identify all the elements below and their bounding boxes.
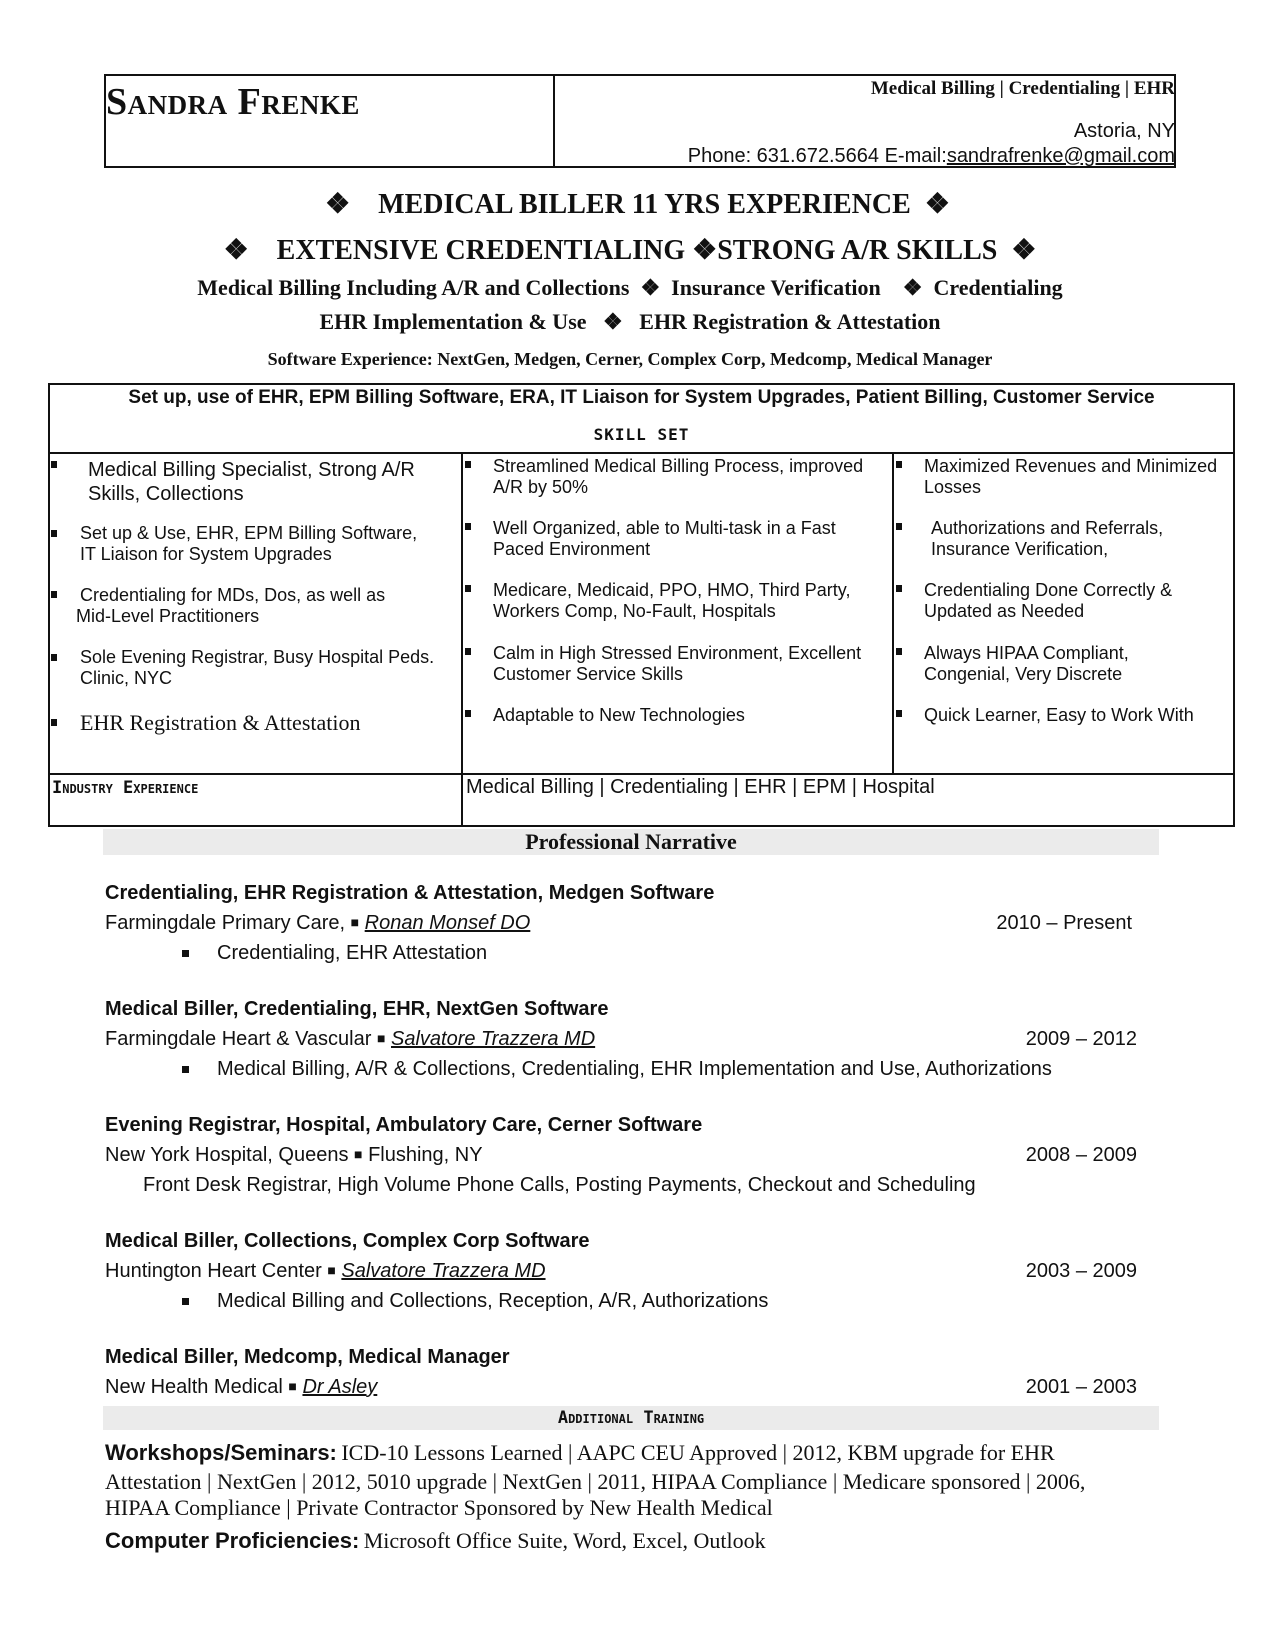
sub-ehr-reg: EHR Registration & Attestation	[639, 309, 941, 334]
skill-header-divider	[48, 452, 1235, 454]
skill-table-left	[48, 383, 50, 827]
skill-line: Workers Comp, No-Fault, Hospitals	[493, 601, 776, 621]
skill-line: Medicare, Medicaid, PPO, HMO, Third Party,	[493, 580, 851, 600]
email-link[interactable]: sandrafrenke@gmail.com	[946, 145, 1175, 167]
bullet-icon	[51, 719, 57, 726]
job-detail: Medical Billing and Collections, Reception, A/R, Authorizations	[217, 1290, 769, 1312]
skill-line: Calm in High Stressed Environment, Excellent	[493, 643, 862, 663]
training-heading: Additional Training	[557, 1408, 705, 1428]
bullet-icon	[896, 523, 902, 530]
skill-line: Streamlined Medical Billing Process, improved	[493, 456, 864, 476]
workshops-line-2: Attestation | NextGen | 2012, 5010 upgrade | NextGen | 2011, HIPAA Compliance | Medicare sponsored | 2006,	[105, 1469, 1086, 1494]
industry-divider	[48, 773, 1235, 775]
job-employer: Farmingdale Heart & Vascular	[105, 1028, 372, 1050]
bullet-icon	[465, 523, 471, 530]
job-dates: 2003 – 2009	[1025, 1260, 1137, 1282]
job-dates: 2010 – Present	[996, 912, 1132, 934]
skill-line: Updated as Needed	[924, 601, 1085, 621]
bullet-icon	[182, 1066, 189, 1073]
bullet-icon: ■	[288, 1378, 297, 1394]
bullet-icon	[51, 654, 57, 661]
bullet-icon: ■	[350, 914, 360, 930]
diamond-icon: ❖	[603, 309, 623, 334]
skill-item	[80, 647, 434, 689]
sub-ehr-impl: EHR Implementation & Use	[319, 309, 587, 334]
job-detail: Credentialing, EHR Attestation	[217, 942, 488, 964]
bullet-icon	[51, 530, 57, 537]
candidate-name: Sandra Frenke	[106, 81, 360, 123]
sub-credentialing: Credentialing	[933, 275, 1063, 300]
skill-line: Losses	[924, 477, 982, 497]
skill-item	[493, 580, 850, 622]
job-detail: Front Desk Registrar, High Volume Phone Calls, Posting Payments, Checkout and Scheduling	[143, 1174, 976, 1196]
bullet-icon	[896, 585, 902, 592]
job-dates: 2001 – 2003	[1025, 1376, 1137, 1398]
skill-item	[88, 458, 415, 506]
job-employer: New York Hospital, Queens	[105, 1144, 349, 1166]
skill-col-divider-1	[461, 452, 463, 827]
software-experience: Software Experience: NextGen, Medgen, Cerner, Complex Corp, Medcomp, Medical Manager	[267, 349, 993, 369]
computer-proficiencies	[105, 1528, 766, 1554]
bullet-icon: ■	[354, 1146, 363, 1162]
diamond-icon: ❖	[325, 189, 351, 220]
job-employer: New Health Medical	[105, 1376, 283, 1398]
skill-item	[80, 523, 417, 565]
job-contact: Salvatore Trazzera MD	[341, 1260, 546, 1282]
narrative-heading: Professional Narrative	[525, 829, 737, 854]
diamond-icon: ❖	[640, 275, 661, 300]
headline-ar-skills: STRONG A/R SKILLS	[717, 235, 998, 266]
skill-line: Skills, Collections	[88, 483, 244, 505]
bullet-icon: ■	[327, 1262, 336, 1278]
skill-line: Insurance Verification,	[931, 539, 1109, 559]
skill-line: Congenial, Very Discrete	[924, 664, 1123, 684]
bullet-icon	[896, 461, 902, 468]
skill-set-heading: SKILL SET	[593, 425, 690, 444]
diamond-icon: ❖	[692, 235, 718, 266]
computer-value: Microsoft Office Suite, Word, Excel, Outlook	[363, 1528, 766, 1553]
skill-line: A/R by 50%	[493, 477, 589, 497]
job-employer-line	[105, 1260, 546, 1283]
bullet-icon	[51, 461, 57, 468]
sub-billing: Medical Billing Including A/R and Collections	[197, 275, 630, 300]
header-location: Astoria, NY	[1073, 120, 1175, 142]
skill-line: IT Liaison for System Upgrades	[80, 544, 332, 564]
skill-item	[931, 518, 1163, 560]
job-dates: 2009 – 2012	[1025, 1028, 1137, 1050]
skill-item	[924, 580, 1172, 622]
header-specialties: Medical Billing | Credentialing | EHR	[870, 78, 1175, 99]
headline-experience: MEDICAL BILLER 11 YRS EXPERIENCE	[378, 189, 911, 220]
skill-line: Mid-Level Practitioners	[76, 606, 260, 626]
job-employer: Huntington Heart Center	[105, 1260, 322, 1282]
job-contact: Flushing, NY	[368, 1144, 483, 1166]
job-contact: Salvatore Trazzera MD	[391, 1028, 596, 1050]
headline-credentialing: EXTENSIVE CREDENTIALING	[276, 235, 686, 266]
skill-item	[493, 518, 836, 560]
skill-item	[80, 710, 360, 736]
headline-line-1	[0, 187, 1275, 221]
bullet-icon	[51, 591, 57, 598]
diamond-icon: ❖	[924, 189, 950, 220]
job-title: Evening Registrar, Hospital, Ambulatory Care, Cerner Software	[105, 1114, 703, 1136]
job-title: Medical Biller, Medcomp, Medical Manager	[105, 1346, 510, 1368]
diamond-icon: ❖	[223, 235, 249, 266]
skill-item	[493, 643, 861, 685]
bullet-icon	[896, 710, 902, 717]
computer-label: Computer Proficiencies:	[105, 1528, 360, 1553]
job-employer-line	[105, 1028, 595, 1051]
bullet-icon	[465, 648, 471, 655]
skill-line: Authorizations and Referrals,	[931, 518, 1164, 538]
skill-line: Set up & Use, EHR, EPM Billing Software,	[80, 523, 418, 543]
workshops-line-1: ICD-10 Lessons Learned | AAPC CEU Approved | 2012, KBM upgrade for EHR	[341, 1440, 1055, 1465]
bullet-icon	[182, 1298, 189, 1305]
diamond-icon: ❖	[902, 275, 923, 300]
job-title: Credentialing, EHR Registration & Attestation, Medgen Software	[105, 882, 715, 904]
header-contact	[688, 145, 1175, 168]
skill-line: Credentialing Done Correctly &	[924, 580, 1173, 600]
skill-col-divider-2	[892, 452, 894, 774]
skill-item	[924, 456, 1217, 498]
industry-experience-label: Industry Experience	[52, 778, 199, 798]
skill-table-right	[1233, 383, 1235, 827]
headline-sub-2	[0, 309, 1260, 335]
skill-line: EHR Registration & Attestation	[80, 710, 361, 735]
skill-line: Adaptable to New Technologies	[493, 705, 745, 725]
job-employer-line	[105, 1144, 483, 1167]
header-divider	[553, 74, 555, 168]
skill-table-top	[48, 383, 1235, 385]
skill-line: Sole Evening Registrar, Busy Hospital Peds.	[80, 647, 435, 667]
industry-experience-value: Medical Billing | Credentialing | EHR | EPM | Hospital	[466, 776, 935, 798]
job-title: Medical Biller, Credentialing, EHR, NextGen Software	[105, 998, 609, 1020]
workshops-block	[105, 1440, 1185, 1521]
bullet-icon	[465, 710, 471, 717]
job-contact: Ronan Monsef DO	[364, 912, 531, 934]
job-contact: Dr Asley	[302, 1376, 378, 1398]
skill-line: Credentialing for MDs, Dos, as well as	[80, 585, 386, 605]
skill-line: Paced Environment	[493, 539, 651, 559]
bullet-icon	[896, 648, 902, 655]
headline-line-2	[0, 233, 1260, 267]
job-employer: Farmingdale Primary Care,	[105, 912, 346, 934]
workshops-line-3: HIPAA Compliance | Private Contractor Sponsored by New Health Medical	[105, 1495, 773, 1520]
skill-item	[493, 456, 863, 498]
phone-label: Phone: 631.672.5664 E-mail:	[687, 145, 947, 167]
skill-summary: Set up, use of EHR, EPM Billing Software, ERA, IT Liaison for System Upgrades, Patient Billing, Customer Service	[128, 387, 1155, 408]
skill-line: Medical Billing Specialist, Strong A/R	[88, 459, 415, 481]
headline-sub-1	[0, 275, 1260, 301]
bullet-icon	[465, 585, 471, 592]
skill-line: Quick Learner, Easy to Work With	[924, 705, 1194, 725]
workshops-label: Workshops/Seminars:	[105, 1440, 337, 1465]
skill-line: Maximized Revenues and Minimized	[924, 456, 1218, 476]
skill-line: Customer Service Skills	[493, 664, 684, 684]
bullet-icon	[465, 461, 471, 468]
skill-item	[924, 705, 1194, 726]
skill-item	[924, 643, 1129, 685]
skill-line: Clinic, NYC	[80, 668, 173, 688]
skill-line: Well Organized, able to Multi-task in a Fast	[493, 518, 836, 538]
sub-insurance: Insurance Verification	[671, 275, 881, 300]
skill-item	[493, 705, 745, 726]
skill-table-bottom	[48, 825, 1235, 827]
job-employer-line	[105, 1376, 377, 1399]
bullet-icon	[182, 950, 189, 957]
skill-line: Always HIPAA Compliant,	[924, 643, 1129, 663]
bullet-icon: ■	[376, 1030, 386, 1046]
job-detail: Medical Billing, A/R & Collections, Credentialing, EHR Implementation and Use, Authorizations	[217, 1058, 1052, 1080]
job-title: Medical Biller, Collections, Complex Corp Software	[105, 1230, 590, 1252]
diamond-icon: ❖	[1011, 235, 1037, 266]
job-employer-line	[105, 912, 530, 935]
skill-item	[76, 585, 386, 627]
job-dates: 2008 – 2009	[1025, 1144, 1137, 1166]
